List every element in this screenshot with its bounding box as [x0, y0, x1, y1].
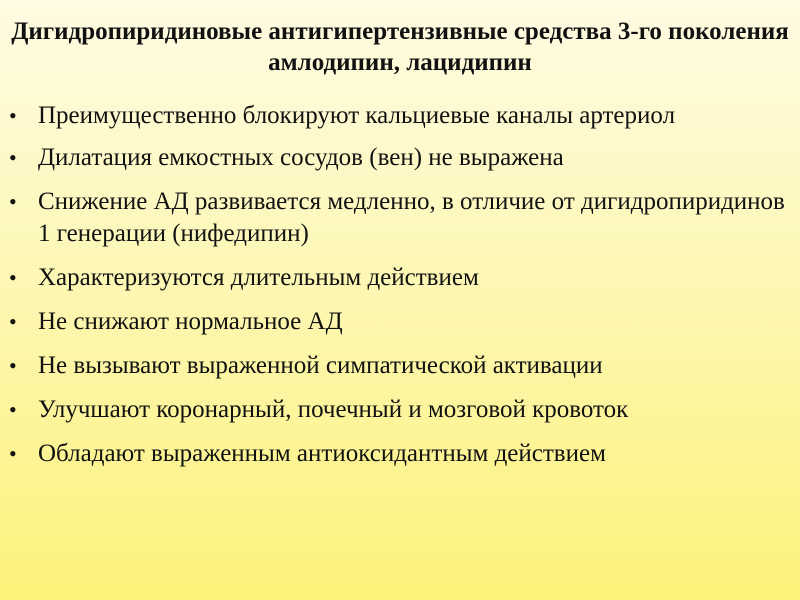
list-item — [0, 306, 790, 338]
list-item-text: Не снижают нормальное АД — [38, 308, 343, 335]
bullet-icon: • — [9, 397, 17, 422]
slide-title: Дигидропиридиновые антигипертензивные средства 3-го поколения амлодипин, лацидипин — [11, 18, 789, 76]
bullet-icon: • — [9, 309, 17, 334]
list-item — [0, 262, 790, 294]
list-item — [0, 350, 790, 382]
bullet-icon: • — [9, 353, 17, 378]
bullet-list — [0, 100, 790, 482]
list-item — [0, 142, 790, 174]
list-item-text: Улучшают коронарный, почечный и мозговой кровоток — [38, 396, 629, 423]
bullet-icon: • — [9, 441, 17, 466]
list-item — [0, 438, 790, 470]
bullet-icon: • — [9, 145, 17, 170]
list-item — [0, 100, 790, 132]
list-item-text: Обладают выраженным антиоксидантным действием — [38, 440, 606, 467]
bullet-icon: • — [9, 265, 17, 290]
list-item-text: Характеризуются длительным действием — [38, 264, 479, 291]
list-item-text: Не вызывают выраженной симпатической активации — [38, 352, 603, 379]
bullet-icon: • — [9, 103, 17, 128]
list-item-text: Преимущественно блокируют кальциевые каналы артериол — [38, 102, 676, 129]
list-item-text: Снижение АД развивается медленно, в отличие от дигидропиридинов 1 генерации (нифедипин) — [38, 188, 785, 247]
list-item — [0, 394, 790, 426]
list-item — [0, 186, 790, 250]
bullet-icon: • — [9, 189, 17, 214]
list-item-text: Дилатация емкостных сосудов (вен) не выражена — [38, 144, 564, 171]
